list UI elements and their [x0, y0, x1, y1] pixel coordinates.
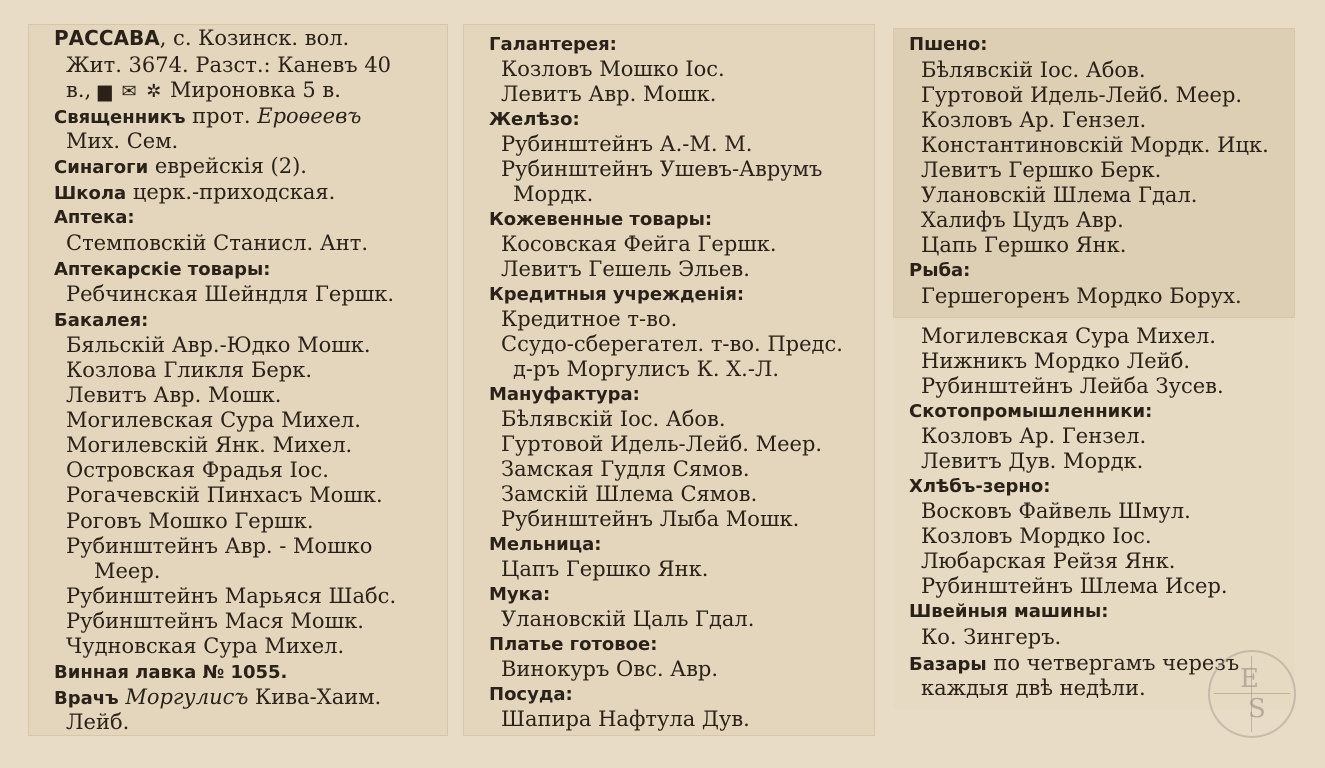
list-item: Гершегоренъ Мордко Борух. [921, 284, 1242, 308]
stamp-letter-top: E [1240, 664, 1259, 694]
section-heading: Платье готовое: [489, 634, 658, 655]
list-item: Гуртовой Идель-Лейб. Меер. [501, 432, 823, 456]
list-item: Стемповскій Станисл. Ант. [66, 231, 369, 255]
synagogue-line: Синагоги еврейскія (2). [54, 154, 307, 178]
list-item: Рубинштейнъ Лейба Зусев. [921, 374, 1224, 398]
watermark-stamp [1208, 650, 1296, 738]
section-heading: Кредитныя учрежденія: [489, 284, 745, 305]
list-item-continuation: Меер. [94, 559, 161, 583]
entry-heading: РАССАВА, с. Козинск. вол. [54, 26, 350, 50]
stamp-letter-bottom: S [1248, 694, 1266, 724]
inhabitants-line: Жит. 3674. Разст.: Каневъ 40 [66, 53, 392, 77]
list-item: Рубинштейнъ Лыба Мошк. [501, 507, 800, 531]
list-item: Рубинштейнъ Шлема Исер. [921, 574, 1228, 598]
list-item: Цапъ Гершко Янк. [501, 557, 709, 581]
priest-line-2: Мих. Сем. [66, 129, 179, 153]
section-heading: Пшено: [909, 34, 988, 55]
list-item: Могилевскій Янк. Михел. [66, 433, 353, 457]
section-heading: Желѣзо: [489, 109, 580, 130]
list-item: Рубинштейнъ Ушевъ-Аврумъ [501, 157, 823, 181]
list-item-continuation: д-ръ Моргулисъ К. Х.-Л. [513, 357, 780, 381]
list-item: Халифъ Цудъ Авр. [921, 208, 1124, 232]
section-heading: Хлѣбъ-зерно: [909, 476, 1051, 497]
list-item: Левитъ Авр. Мошк. [501, 82, 717, 106]
list-item: Косовская Фейга Гершк. [501, 232, 777, 256]
school-line: Школа церк.-приходская. [54, 180, 336, 204]
list-item: Восковъ Файвель Шмул. [921, 499, 1191, 523]
list-item: Козловъ Мошко Іос. [501, 57, 725, 81]
section-heading: Посуда: [489, 684, 573, 705]
list-item: Шапира Нафтула Дув. [501, 707, 750, 731]
section-heading: Мельница: [489, 534, 602, 555]
list-item: Константиновскій Мордк. Ицк. [921, 133, 1269, 157]
list-item: Винокуръ Овс. Авр. [501, 657, 719, 681]
column-2 [463, 24, 875, 736]
list-item: Улановскій Шлема Гдал. [921, 183, 1198, 207]
list-item: Нижникъ Мордко Лейб. [921, 349, 1191, 373]
section-heading: Мука: [489, 584, 551, 605]
section-heading: Швейныя машины: [909, 601, 1109, 622]
section-heading: Скотопромышленники: [909, 401, 1153, 422]
list-item: Козловъ Ар. Гензел. [921, 108, 1147, 132]
column-3-upper [893, 28, 1295, 318]
list-item: Рубинштейнъ Марьяся Шабс. [66, 584, 397, 608]
column-3-lower [893, 318, 1295, 710]
list-item: Рубинштейнъ А.-М. М. [501, 132, 753, 156]
section-heading: Кожевенные товары: [489, 209, 713, 230]
doctor-line-2: Лейб. [66, 710, 130, 734]
list-item: Рубинштейнъ Мася Мошк. [66, 609, 364, 633]
list-item: Бѣлявскій Іос. Абов. [501, 407, 726, 431]
wine-shop-heading: Винная лавка № 1055. [54, 662, 288, 683]
section-heading: Мануфактура: [489, 384, 640, 405]
place-name: РАССАВА [54, 26, 160, 50]
list-item: Островская Фрадья Іос. [66, 458, 329, 482]
section-heading: Рыба: [909, 260, 971, 281]
bazaar-line-2: каждыя двѣ недѣли. [921, 676, 1146, 700]
list-item: Могилевская Сура Михел. [921, 324, 1216, 348]
list-item: Замскій Шлема Сямов. [501, 482, 758, 506]
list-item: Замская Гудля Сямов. [501, 457, 750, 481]
list-item: Любарская Рейзя Янк. [921, 549, 1176, 573]
list-item: Гуртовой Идель-Лейб. Меер. [921, 83, 1243, 107]
list-item: Левитъ Авр. Мошк. [66, 383, 282, 407]
section-heading: Аптекарскіе товары: [54, 259, 271, 280]
section-heading: Бакалея: [54, 310, 149, 331]
list-item: Цапь Гершко Янк. [921, 233, 1127, 257]
list-item: Бяльскій Авр.-Юдко Мошк. [66, 333, 371, 357]
list-item: Ко. Зингеръ. [921, 625, 1062, 649]
priest-line: Священникъ прот. Ероѳеевъ [54, 104, 362, 128]
list-item: Ребчинская Шейндля Гершк. [66, 282, 395, 306]
list-item: Улановскій Цаль Гдал. [501, 607, 755, 631]
list-item: Чудновская Сура Михел. [66, 634, 345, 658]
column-1 [28, 24, 448, 736]
list-item: Ссудо-сберегател. т-во. Предс. [501, 332, 843, 356]
railway-post-telegraph-icon: ▆ ✉ ✲ [97, 81, 164, 102]
list-item: Козлова Гликля Берк. [66, 358, 313, 382]
section-heading: Галантерея: [489, 34, 617, 55]
list-item: Левитъ Гешель Эльев. [501, 257, 750, 281]
bazaar-line: Базары по четвергамъ черезъ [909, 651, 1240, 675]
section-heading: Аптека: [54, 207, 135, 228]
list-item: Козловъ Мордко Іос. [921, 524, 1152, 548]
list-item: Левитъ Дув. Мордк. [921, 449, 1144, 473]
list-item: Козловъ Ар. Гензел. [921, 424, 1147, 448]
list-item: Могилевская Сура Михел. [66, 408, 361, 432]
list-item: Роговъ Мошко Гершк. [66, 509, 314, 533]
doctor-line: Врачъ Моргулисъ Кива-Хаим. [54, 685, 382, 709]
list-item: Рубинштейнъ Авр. - Мошко [66, 534, 373, 558]
list-item: Рогачевскій Пинхасъ Мошк. [66, 483, 383, 507]
list-item-continuation: Мордк. [513, 182, 594, 206]
list-item: Кредитное т-во. [501, 307, 678, 331]
distance-line: в., ▆ ✉ ✲ Мироновка 5 в. [66, 78, 341, 102]
list-item: Левитъ Гершко Берк. [921, 158, 1162, 182]
list-item: Бѣлявскій Іос. Абов. [921, 58, 1146, 82]
